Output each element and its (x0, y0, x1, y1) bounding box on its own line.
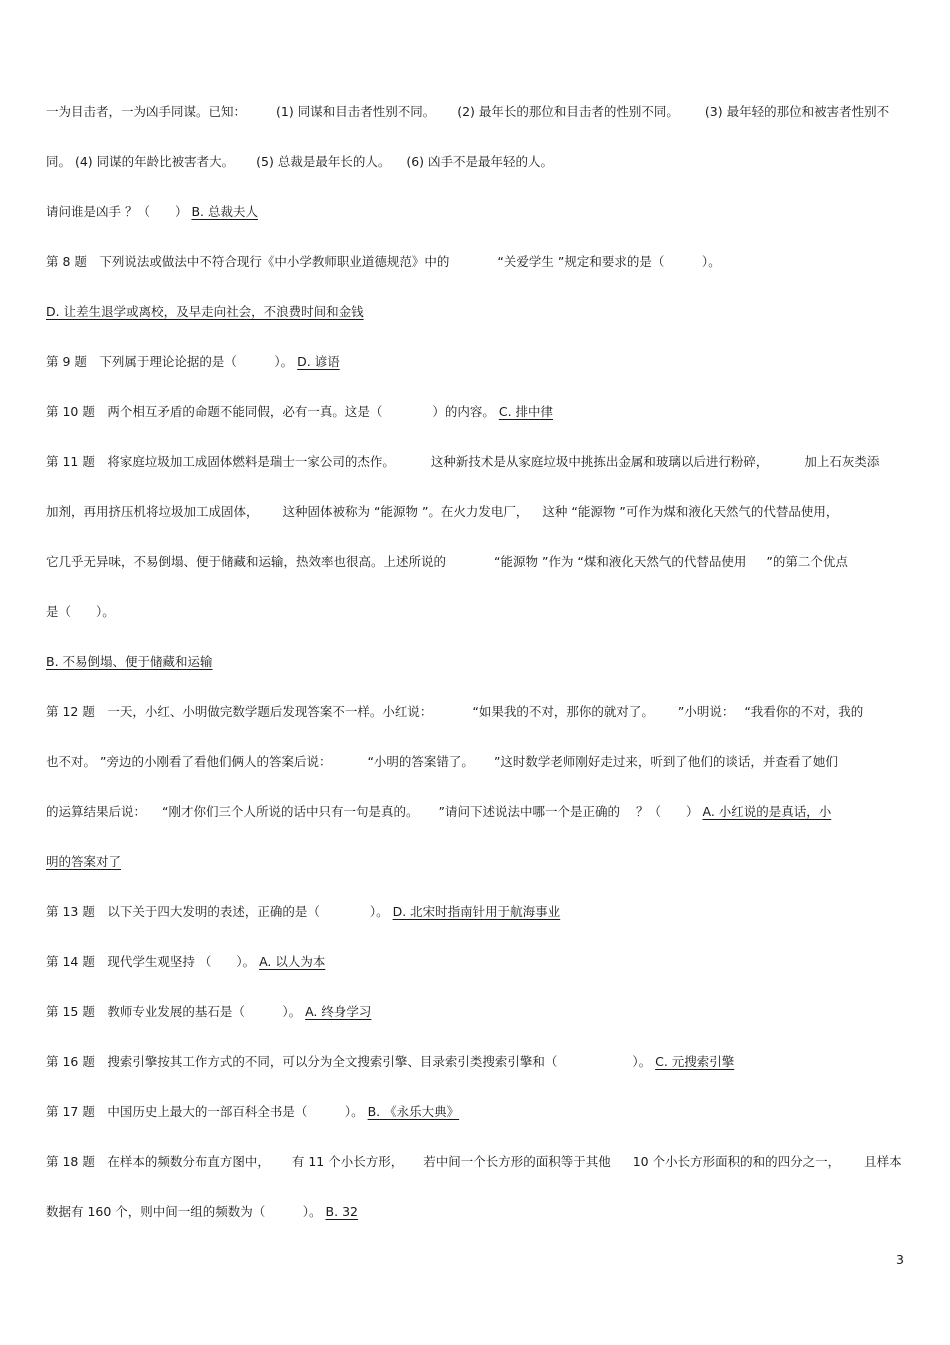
text-line (46, 103, 910, 121)
answer: D. 北宋时指南针用于航海事业 (392, 904, 561, 919)
text: 同。 (4) 同谋的年龄比被害者大。 (46, 154, 235, 169)
text: (2) 最年长的那位和目击者的性别不同。 (457, 104, 679, 119)
text: 第 9 题 下列属于理论论据的是（ ）。 (46, 354, 294, 369)
text-line (46, 603, 910, 621)
question-16 (46, 1053, 910, 1071)
question-14 (46, 953, 910, 971)
text: (1) 同谋和目击者性别不同。 (276, 104, 436, 119)
text: 加剂，再用挤压机将垃圾加工成固体， (46, 504, 259, 519)
text-line (46, 553, 910, 571)
text: 第 13 题 以下关于四大发明的表述，正确的是（ ）。 (46, 904, 389, 919)
answer-line (46, 303, 910, 321)
text-line (46, 753, 910, 771)
answer: B. 32 (325, 1204, 358, 1219)
text: ”的第二个优点 (766, 554, 848, 569)
text-line (46, 203, 910, 221)
text: 一为目击者，一为凶手同谋。已知： (46, 104, 247, 119)
question-17 (46, 1103, 910, 1121)
text: “能源物 ”作为 “煤和液化天然气的代替品使用 (494, 554, 747, 569)
answer: C. 排中律 (498, 404, 554, 419)
question-8 (46, 253, 910, 271)
answer: A. 小红说的是真话，小 (702, 804, 832, 819)
answer-line (46, 853, 910, 871)
text: 也不对。 ”旁边的小刚看了看他们俩人的答案后说： (46, 754, 332, 769)
text: (3) 最年轻的那位和被害者性别不 (704, 104, 890, 119)
text: 第 17 题 中国历史上最大的一部百科全书是（ ）。 (46, 1104, 364, 1119)
text: (6) 凶手不是最年轻的人。 (406, 154, 554, 169)
text: 且样本 (864, 1154, 902, 1169)
answer: B. 总裁夫人 (191, 204, 258, 219)
answer: D. 让差生退学或离校，及早走向社会，不浪费时间和金钱 (46, 304, 364, 319)
question-9 (46, 353, 910, 371)
text: 10 个小长方形面积的和的四分之一， (632, 1154, 841, 1169)
text: 第 14 题 现代学生观坚持 （ ）。 (46, 954, 256, 969)
answer: A. 以人为本 (259, 954, 326, 969)
text: 这种新技术是从家庭垃圾中挑拣出金属和玻璃以后进行粉碎， (430, 454, 769, 469)
answer-line (46, 653, 910, 671)
text: 数据有 160 个，则中间一组的频数为（ ）。 (46, 1204, 322, 1219)
answer: D. 谚语 (297, 354, 340, 369)
text: 第 18 题 在样本的频数分布直方图中， (46, 1154, 270, 1169)
text: 第 12 题 一天，小红、小明做完数学题后发现答案不一样。小红说： (46, 704, 433, 719)
text: 这种固体被称为 “能源物 ”。在火力发电厂， (282, 504, 529, 519)
text: 第 15 题 教师专业发展的基石是（ ）。 (46, 1004, 302, 1019)
text: (5) 总裁是最年长的人。 (256, 154, 391, 169)
answer: C. 元搜索引擎 (655, 1054, 735, 1069)
text-line (46, 153, 910, 171)
text: ？（ ） (635, 804, 699, 819)
text: 请问谁是凶手 ？（ ） (46, 204, 188, 219)
page-number: 3 (896, 1252, 904, 1267)
text-line (46, 503, 910, 521)
question-12 (46, 703, 910, 721)
question-10 (46, 403, 910, 421)
question-13 (46, 903, 910, 921)
text: 第 11 题 将家庭垃圾加工成固体燃料是瑞士一家公司的杰作。 (46, 454, 395, 469)
answer: A. 终身学习 (305, 1004, 372, 1019)
text: 的运算结果后说： (46, 804, 147, 819)
text-line (46, 1203, 910, 1221)
text: 它几乎无异味，不易倒塌、便于储藏和运输，热效率也很高。上述所说的 (46, 554, 447, 569)
text: ”这时数学老师刚好走过来，听到了他们的谈话，并查看了她们 (493, 754, 838, 769)
text: 第 10 题 两个相互矛盾的命题不能同假，必有一真。这是（ ）的内容。 (46, 404, 495, 419)
text: 第 16 题 搜索引擎按其工作方式的不同，可以分为全文搜索引擎、目录索引类搜索引擎和（ ）。 (46, 1054, 652, 1069)
text: 若中间一个长方形的面积等于其他 (423, 1154, 611, 1169)
question-11 (46, 453, 910, 471)
answer: B. 不易倒塌、便于储藏和运输 (46, 654, 213, 669)
text: 第 8 题 下列说法或做法中不符合现行《中小学教师职业道德规范》中的 (46, 254, 450, 269)
text: “如果我的不对，那你的就对了。 (472, 704, 654, 719)
text: “关爱学生 ”规定和要求的是（ ）。 (497, 254, 721, 269)
question-18 (46, 1153, 910, 1171)
text: 是（ ）。 (46, 604, 115, 619)
text: 加上石灰类添 (804, 454, 880, 469)
answer: B. 《永乐大典》 (367, 1104, 460, 1119)
answer: 明的答案对了 (46, 854, 122, 869)
text: ”小明说： (677, 704, 735, 719)
text: ”请问下述说法中哪一个是正确的 (438, 804, 620, 819)
text: “刚才你们三个人所说的话中只有一句是真的。 (162, 804, 419, 819)
text-line (46, 803, 910, 821)
text: “小明的答案错了。 (367, 754, 474, 769)
text: 有 11 个小长方形， (291, 1154, 404, 1169)
text: 这种 “能源物 ”可作为煤和液化天然气的代替品使用， (542, 504, 839, 519)
text: “我看你的不对，我的 (744, 704, 864, 719)
question-15 (46, 1003, 910, 1021)
